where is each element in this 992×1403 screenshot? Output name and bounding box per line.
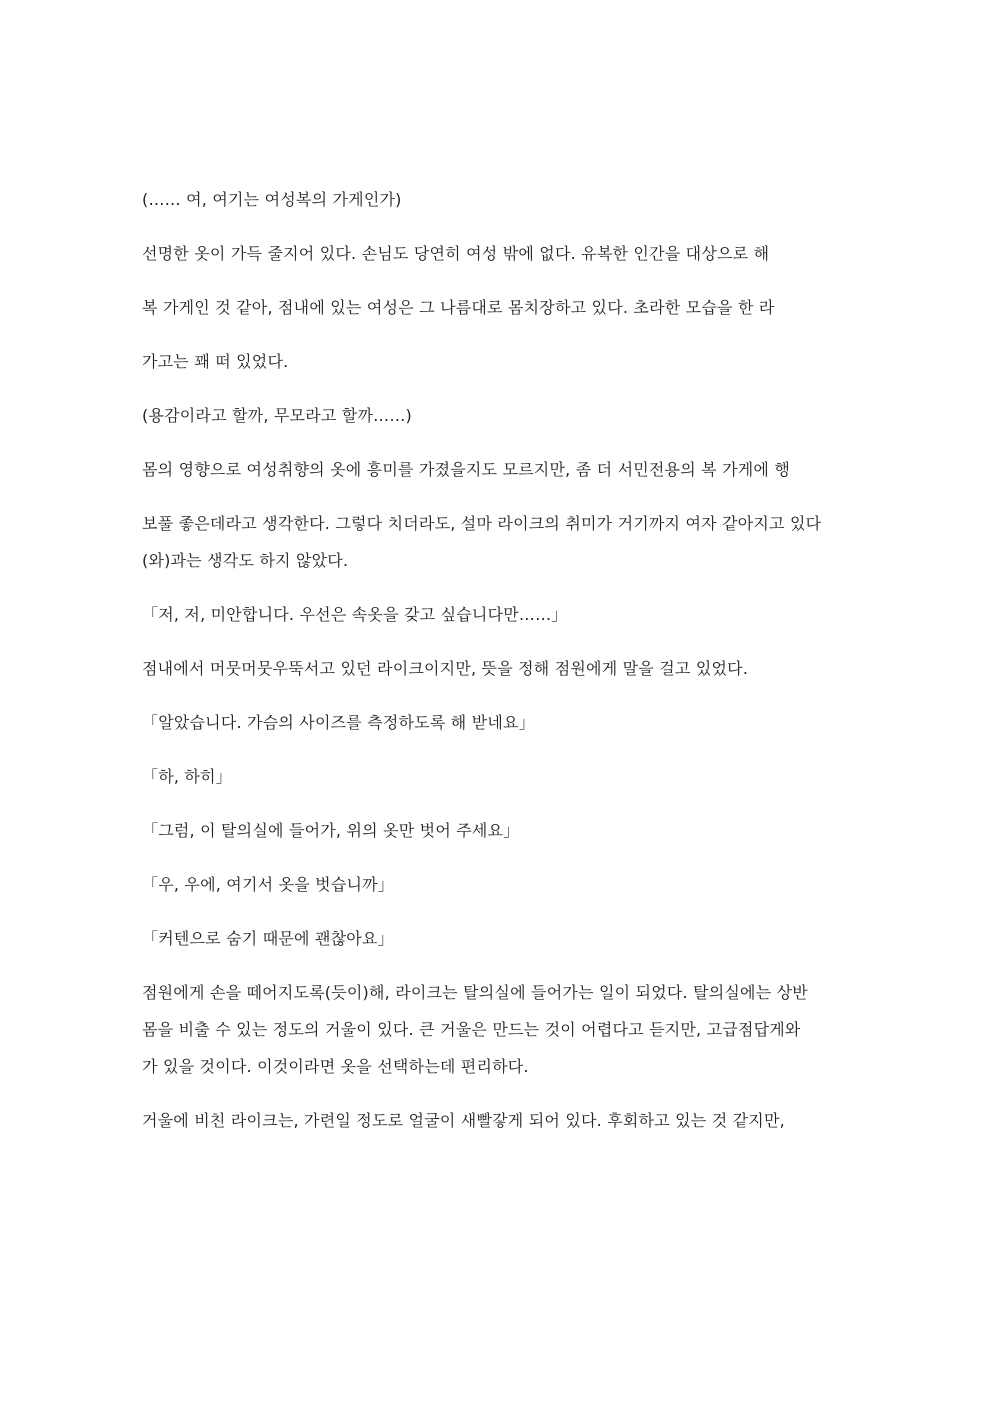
text-line: (…… 여, 여기는 여성복의 가게인가) bbox=[142, 190, 402, 209]
text-line: (용감이라고 할까, 무모라고 할까……) bbox=[142, 406, 412, 425]
text-line: 「알았습니다. 가슴의 사이즈를 측정하도록 해 받네요」 bbox=[142, 713, 535, 732]
text-line: 복 가게인 것 같아, 점내에 있는 여성은 그 나름대로 몸치장하고 있다. 초라한 모습을 한 라 bbox=[142, 298, 775, 317]
text-line: 가 있을 것이다. 이것이라면 옷을 선택하는데 편리하다. bbox=[142, 1057, 529, 1076]
text-line: 「저, 저, 미안합니다. 우선은 속옷을 갖고 싶습니다만……」 bbox=[142, 605, 568, 624]
text-line: 거울에 비친 라이크는, 가련일 정도로 얼굴이 새빨갛게 되어 있다. 후회하고 있는 것 같지만, bbox=[142, 1111, 785, 1130]
text-line: 점내에서 머뭇머뭇우뚝서고 있던 라이크이지만, 뜻을 정해 점원에게 말을 걸고 있었다. bbox=[142, 659, 749, 678]
text-line: 점원에게 손을 떼어지도록(듯이)해, 라이크는 탈의실에 들어가는 일이 되었다. 탈의실에는 상반 bbox=[142, 983, 808, 1002]
text-line: 몸을 비출 수 있는 정도의 거울이 있다. 큰 거울은 만드는 것이 어렵다고 듣지만, 고급점답게와 bbox=[142, 1020, 801, 1039]
text-line: 몸의 영향으로 여성취향의 옷에 흥미를 가졌을지도 모르지만, 좀 더 서민전용의 복 가게에 행 bbox=[142, 460, 790, 479]
document-body bbox=[142, 190, 854, 1130]
text-line: 「그럼, 이 탈의실에 들어가, 위의 옷만 벗어 주세요」 bbox=[142, 821, 520, 840]
text-line: 가고는 꽤 떠 있었다. bbox=[142, 352, 289, 371]
text-line: 선명한 옷이 가득 줄지어 있다. 손님도 당연히 여성 밖에 없다. 유복한 인간을 대상으로 해 bbox=[142, 244, 770, 263]
text-line: (와)과는 생각도 하지 않았다. bbox=[142, 551, 349, 570]
text-line: 「우, 우에, 여기서 옷을 벗습니까」 bbox=[142, 875, 394, 894]
text-line: 「커텐으로 숨기 때문에 괜찮아요」 bbox=[142, 929, 394, 948]
text-line: 보풀 좋은데라고 생각한다. 그렇다 치더라도, 설마 라이크의 취미가 거기까지 여자 같아지고 있다 bbox=[142, 514, 822, 533]
text-line: 「하, 하히」 bbox=[142, 767, 232, 786]
